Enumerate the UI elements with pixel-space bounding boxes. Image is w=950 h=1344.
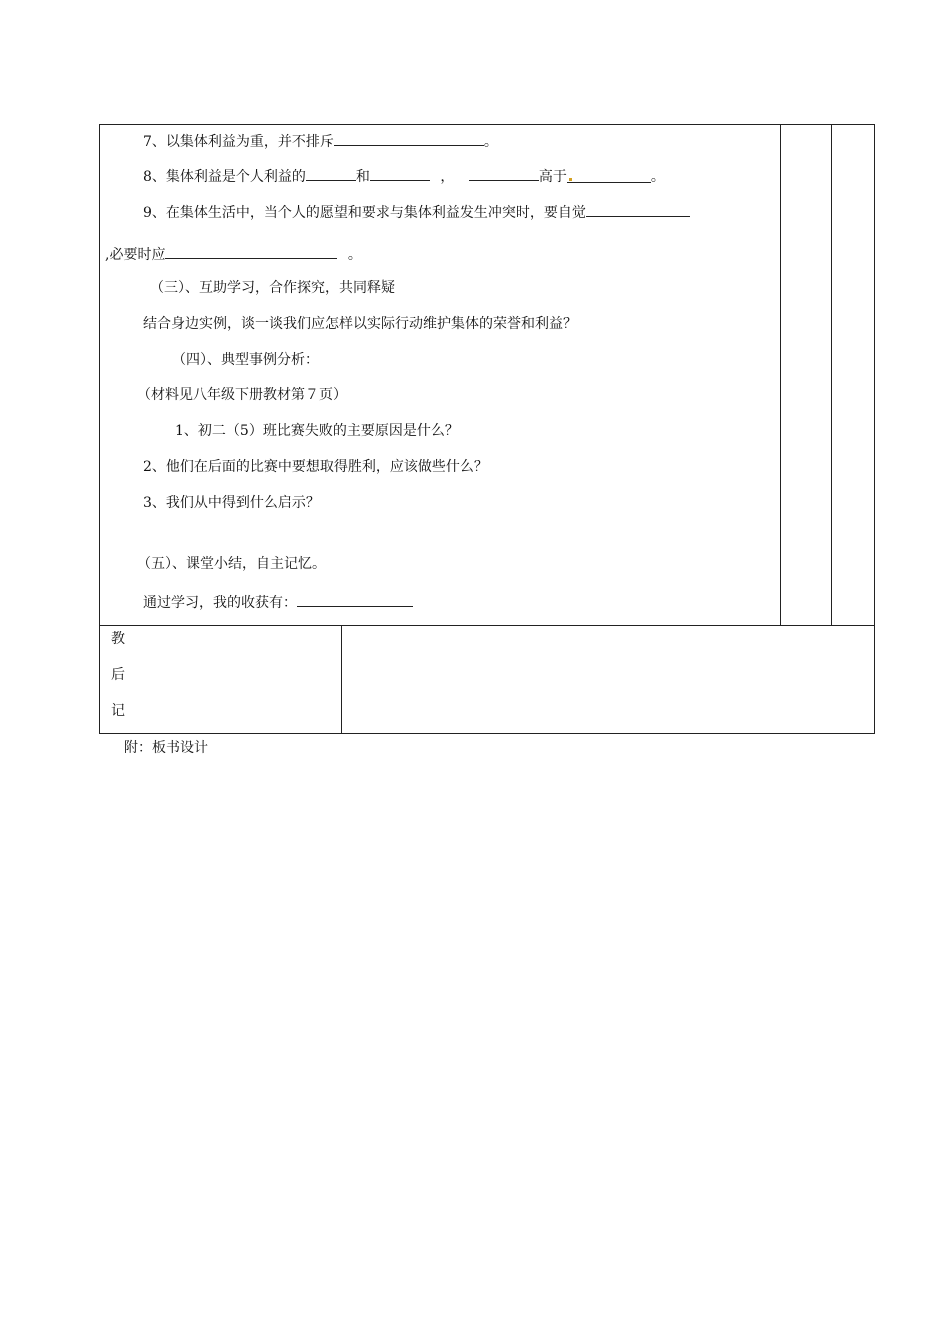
reflection-char-3: 记 xyxy=(111,703,125,719)
mark-dot xyxy=(569,178,572,181)
reflection-char-1: 教 xyxy=(111,631,125,647)
reflection-divider xyxy=(341,626,342,733)
blank[interactable] xyxy=(334,131,484,146)
reflection-table xyxy=(99,625,875,734)
blank[interactable] xyxy=(165,244,337,259)
blank[interactable] xyxy=(297,592,413,607)
section-5-question: 通过学习，我的收获有： xyxy=(143,592,413,612)
section-4-question-1: 1、初二（5）班比赛失败的主要原因是什么？ xyxy=(175,423,459,439)
question-9: 9、在集体生活中，当个人的愿望和要求与集体利益发生冲突时，要自觉 xyxy=(143,202,690,222)
section-3-question: 结合身边实例，谈一谈我们应怎样以实际行动维护集体的荣誉和利益？ xyxy=(143,316,577,332)
reflection-char-2: 后 xyxy=(111,667,125,683)
question-8: 8、集体利益是个人利益的 和 ， 高于 。 xyxy=(143,166,665,186)
section-5-title: （五）、课堂小结，自主记忆。 xyxy=(137,556,326,572)
blank[interactable] xyxy=(469,166,539,181)
section-4-title: （四）、典型事例分析： xyxy=(172,352,319,368)
blank[interactable] xyxy=(567,168,651,183)
question-9-continued: ,必要时应 。 xyxy=(105,244,362,264)
main-table xyxy=(99,124,875,626)
col-divider-1 xyxy=(780,125,781,625)
appendix-label: 附：板书设计 xyxy=(124,740,208,756)
section-3-title: （三）、互助学习，合作探究，共同释疑 xyxy=(150,280,395,296)
section-4-question-2: 2、他们在后面的比赛中要想取得胜利，应该做些什么？ xyxy=(143,459,488,475)
blank[interactable] xyxy=(306,166,356,181)
question-7: 7、以集体利益为重，并不排斥 。 xyxy=(143,131,498,151)
section-4-question-3: 3、我们从中得到什么启示？ xyxy=(143,495,320,511)
col-divider-2 xyxy=(831,125,832,625)
blank[interactable] xyxy=(586,202,690,217)
section-4-material: （材料见八年级下册教材第７页） xyxy=(137,387,347,403)
blank[interactable] xyxy=(370,166,430,181)
